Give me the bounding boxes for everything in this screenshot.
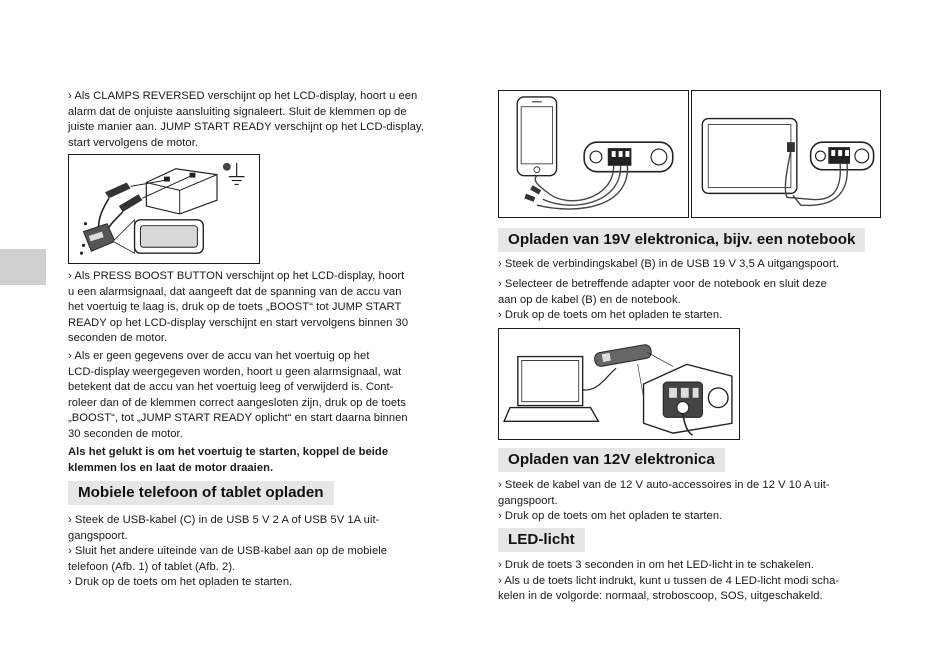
list-led-steps: › Druk de toets 3 seconden in om het LED-licht in te schakelen. › Als u de toets licht indrukt, kunt u tussen de 4 LED-licht modi scha- kelen in de volgorde: normaal, stroboscoop, SOS, uitgeschakeld.	[498, 559, 840, 603]
list-19v-step-cable: › Steek de verbindingskabel (B) in de USB 19 V 3,5 A uitgangspoort.	[498, 258, 840, 270]
list-19v-steps: › Selecteer de betreffende adapter voor de notebook en sluit deze aan op de kabel (B) en de notebook. › Druk op de toets om het opladen te starten.	[498, 278, 827, 322]
notebook-charging-illustration	[499, 329, 739, 439]
figure-notebook-charging	[498, 328, 740, 440]
list-phone-steps: › Steek de USB-kabel (C) in de USB 5 V 2 A of USB 5V 1A uit- gangspoort. › Sluit het andere uiteinde van de USB-kabel aan op de mobiele telefoon (Afb. 1) of tablet (Afb. 2). › Druk op de toets om het opladen te starten.	[68, 514, 388, 589]
figure-jump-start-clamps	[68, 154, 260, 264]
list-12v-steps: › Steek de kabel van de 12 V auto-accessoires in de 12 V 10 A uit- gangspoort. › Druk op de toets om het opladen te starten.	[498, 479, 830, 523]
heading-phone-tablet-charging: Mobiele telefoon of tablet opladen	[68, 481, 334, 505]
tablet-charging-illustration	[692, 91, 880, 217]
paragraph-no-battery-data: › Als er geen gegevens over de accu van het voertuig op het LCD-display weergegeven worden, hoort u geen alarmsignaal, wat betekent dat de accu van het voertuig leeg of verwijderd is. Cont- roleer dan of de klemmen correct aangesloten zijn, druk op de toets „BOOST“, tot „JUMP START READY oplicht“ en start daarna binnen 30 seconden de motor.	[68, 350, 408, 440]
paragraph-clamps-reversed: › Als CLAMPS REVERSED verschijnt op het LCD-display, hoort u een alarm dat de onjuiste aansluiting signaleert. Sluit de klemmen op de juiste manier aan. JUMP START READY verschijnt op het LCD-display, start vervolgens de motor.	[68, 90, 424, 149]
heading-led-light: LED-licht	[498, 528, 585, 552]
figure-phone-charging	[498, 90, 689, 218]
figure-tablet-charging	[691, 90, 881, 218]
heading-12v-charging: Opladen van 12V elektronica	[498, 448, 725, 472]
heading-19v-charging: Opladen van 19V elektronica, bijv. een notebook	[498, 228, 865, 252]
section-tab-marker	[0, 249, 46, 285]
phone-charging-illustration	[499, 91, 688, 217]
paragraph-press-boost: › Als PRESS BOOST BUTTON verschijnt op het LCD-display, hoort u een alarmsignaal, dat aangeeft dat de spanning van de accu van het voertuig te laag is, druk op de toets „BOOST“ tot JUMP START READY op het LCD-display verschijnt en start vervolgens binnen 30 seconden de motor.	[68, 270, 409, 345]
jump-starter-illustration	[69, 155, 259, 263]
paragraph-success-note: Als het gelukt is om het voertuig te starten, koppel de beide klemmen los en laat de motor draaien.	[68, 446, 389, 474]
